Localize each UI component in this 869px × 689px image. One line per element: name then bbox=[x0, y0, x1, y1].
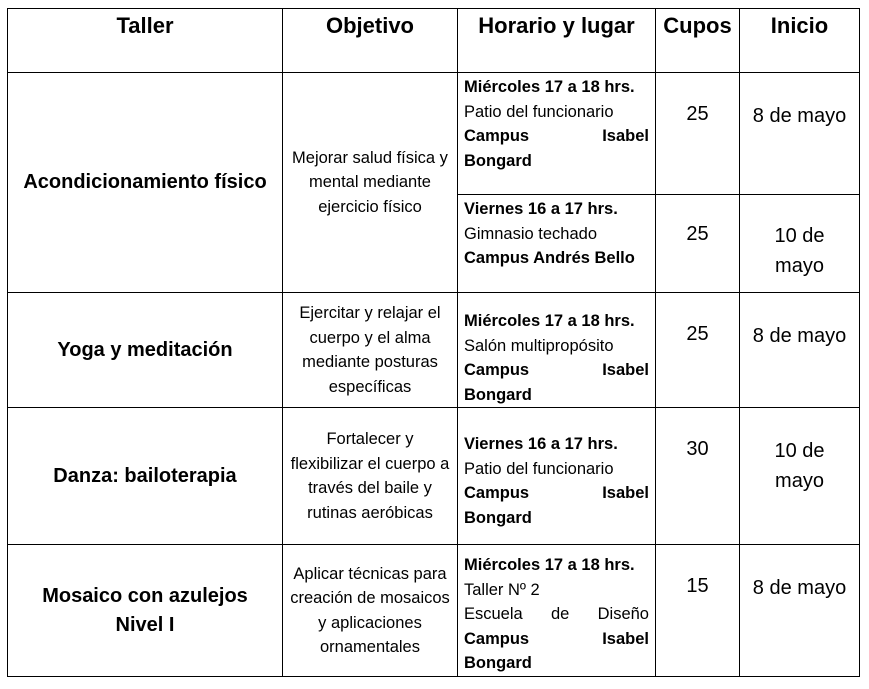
horario-lugar: Taller Nº 2 bbox=[464, 580, 540, 599]
taller-cell bbox=[8, 545, 283, 677]
table-row bbox=[8, 545, 860, 677]
horario-lugar: Gimnasio techado bbox=[464, 224, 597, 243]
campus-word: Campus bbox=[464, 484, 530, 502]
horario-cell bbox=[458, 195, 656, 293]
horario-dia: Miércoles 17 a 18 hrs. bbox=[464, 312, 635, 330]
table-row bbox=[8, 293, 860, 408]
inicio-cell: 8 de mayo bbox=[740, 545, 860, 677]
horario-cell bbox=[458, 545, 656, 677]
objetivo-cell: Mejorar salud física y mental mediante ejercicio físico bbox=[283, 73, 458, 293]
cupos-cell: 15 bbox=[656, 545, 740, 677]
inicio-cell: 8 de mayo bbox=[740, 293, 860, 408]
campus-word: Isabel bbox=[602, 629, 649, 648]
horario-campus: Campus Andrés Bello bbox=[464, 249, 635, 267]
header-inicio: Inicio bbox=[740, 9, 860, 73]
cupos-cell: 25 bbox=[656, 293, 740, 408]
horario-dia: Viernes 16 a 17 hrs. bbox=[464, 435, 618, 453]
inicio-cell: 8 de mayo bbox=[740, 73, 860, 195]
horario-lugar: Patio del funcionario bbox=[464, 459, 614, 478]
horario-campus bbox=[464, 358, 649, 383]
cupos-cell: 25 bbox=[656, 195, 740, 293]
cupos-cell: 30 bbox=[656, 408, 740, 545]
objetivo-cell: Aplicar técnicas para creación de mosaicos y aplicaciones ornamentales bbox=[283, 545, 458, 677]
taller-line: Mosaico con azulejos bbox=[42, 584, 248, 607]
campus-word: Isabel bbox=[602, 127, 649, 145]
campus-word: Isabel bbox=[602, 361, 649, 379]
horario-campus bbox=[464, 124, 649, 149]
header-horario: Horario y lugar bbox=[458, 9, 656, 73]
horario-cell bbox=[458, 73, 656, 195]
header-row bbox=[8, 9, 860, 73]
campus-word: Campus bbox=[464, 127, 530, 145]
objetivo-cell: Fortalecer y flexibilizar el cuerpo a través del baile y rutinas aeróbicas bbox=[283, 408, 458, 545]
horario-campus bbox=[464, 481, 649, 506]
horario-campus bbox=[464, 627, 649, 652]
talleres-table bbox=[7, 8, 860, 677]
taller-cell: Yoga y meditación bbox=[8, 293, 283, 408]
campus-word: Bongard bbox=[464, 654, 532, 672]
campus-word: Bongard bbox=[464, 385, 532, 404]
taller-cell: Danza: bailoterapia bbox=[8, 408, 283, 545]
campus-word: Bongard bbox=[464, 151, 532, 170]
taller-cell: Acondicionamiento físico bbox=[8, 73, 283, 293]
taller-line: Nivel I bbox=[115, 613, 175, 636]
header-taller: Taller bbox=[8, 9, 283, 73]
escuela-word: de bbox=[550, 605, 570, 623]
inicio-cell: 10 de mayo bbox=[740, 408, 860, 545]
escuela-word: Escuela bbox=[464, 605, 523, 623]
campus-word: Campus bbox=[464, 361, 530, 379]
horario-dia: Miércoles 17 a 18 hrs. bbox=[464, 556, 635, 574]
campus-word: Isabel bbox=[602, 484, 649, 502]
horario-lugar: Patio del funcionario bbox=[464, 102, 614, 121]
inicio-cell: 10 de mayo bbox=[740, 195, 860, 293]
header-cupos: Cupos bbox=[656, 9, 740, 73]
horario-dia: Miércoles 17 a 18 hrs. bbox=[464, 78, 635, 96]
campus-word: Campus bbox=[464, 629, 530, 648]
horario-cell bbox=[458, 408, 656, 545]
escuela-word: Diseño bbox=[597, 605, 649, 623]
table-row bbox=[8, 408, 860, 545]
header-objetivo: Objetivo bbox=[283, 9, 458, 73]
horario-escuela bbox=[464, 602, 649, 627]
table-row bbox=[8, 73, 860, 195]
campus-word: Bongard bbox=[464, 508, 532, 527]
objetivo-cell: Ejercitar y relajar el cuerpo y el alma mediante posturas específicas bbox=[283, 293, 458, 408]
horario-cell bbox=[458, 293, 656, 408]
horario-lugar: Salón multipropósito bbox=[464, 336, 614, 355]
cupos-cell: 25 bbox=[656, 73, 740, 195]
horario-dia: Viernes 16 a 17 hrs. bbox=[464, 200, 618, 218]
